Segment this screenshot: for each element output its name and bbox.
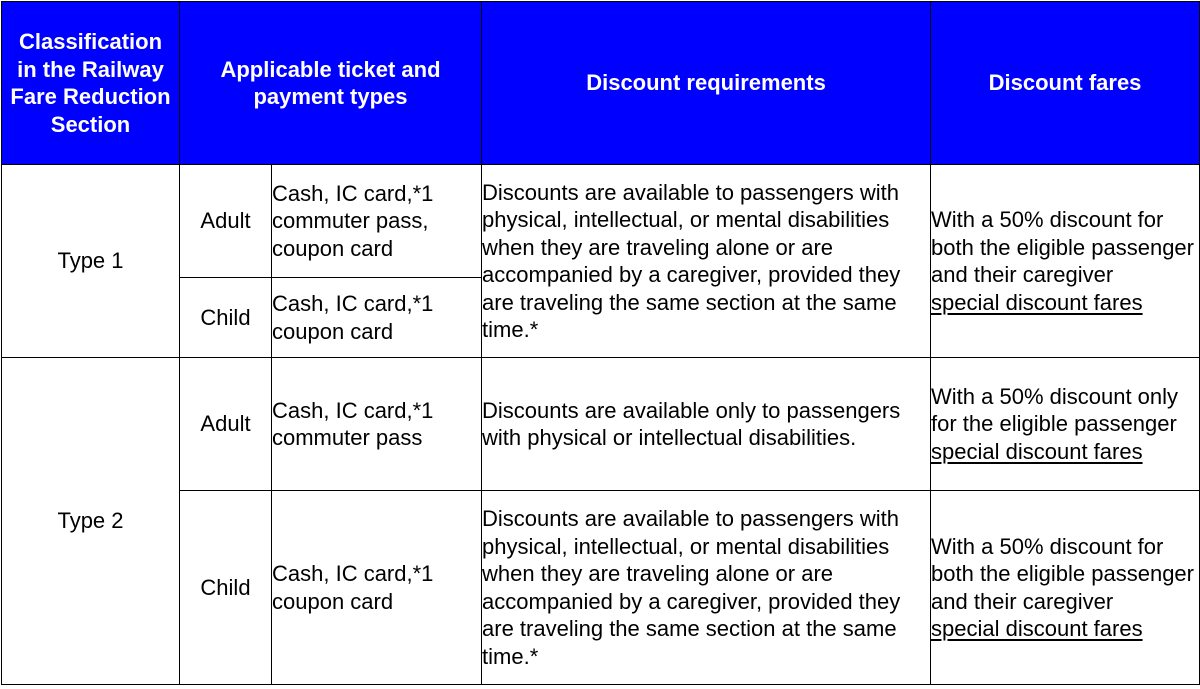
type2-child-fare-text: With a 50% discount for both the eligible passenger and their caregiver <box>931 533 1194 614</box>
type1-requirement: Discounts are available to passengers with physical, intellectual, or mental disabilities when they are traveling alone or are accompanied by a caregiver, provided they are traveling the same section at the same time.* <box>482 165 931 358</box>
type1-adult-label: Adult <box>180 165 272 278</box>
header-ticket-types: Applicable ticket and payment types <box>180 2 482 165</box>
type2-child-label: Child <box>180 491 272 685</box>
header-requirements: Discount requirements <box>482 2 931 165</box>
type2-child-requirement: Discounts are available to passengers with physical, intellectual, or mental disabilities when they are traveling alone or are accompanied by a caregiver, provided they are traveling the same section at the same time.* <box>482 491 931 685</box>
type2-adult-special-fares-link[interactable]: special discount fares <box>931 438 1143 464</box>
type1-child-payment: Cash, IC card,*1 coupon card <box>272 278 482 358</box>
type2-adult-label: Adult <box>180 358 272 491</box>
type1-adult-payment: Cash, IC card,*1 commuter pass, coupon card <box>272 165 482 278</box>
type2-child-fare <box>931 491 1200 685</box>
type1-fare-text: With a 50% discount for both the eligible passenger and their caregiver <box>931 207 1194 287</box>
type1-special-fares-link[interactable]: special discount fares <box>931 289 1143 315</box>
table-row <box>2 358 1200 491</box>
table-row <box>2 491 1200 685</box>
type2-child-special-fares-link[interactable]: special discount fares <box>931 616 1143 641</box>
type1-child-label: Child <box>180 278 272 358</box>
header-row <box>2 2 1200 165</box>
type2-child-payment: Cash, IC card,*1 coupon card <box>272 491 482 685</box>
table-row <box>2 165 1200 278</box>
type1-label: Type 1 <box>2 165 180 358</box>
type2-adult-payment: Cash, IC card,*1 commuter pass <box>272 358 482 491</box>
type2-adult-fare-text: With a 50% discount only for the eligible passenger <box>931 383 1179 437</box>
type2-label: Type 2 <box>2 358 180 685</box>
type1-fare <box>931 165 1200 358</box>
type2-adult-fare <box>931 358 1200 491</box>
fare-reduction-table <box>1 1 1200 685</box>
type2-adult-requirement: Discounts are available only to passengers with physical or intellectual disabilities. <box>482 358 931 491</box>
header-classification: Classification in the Railway Fare Reduction Section <box>2 2 180 165</box>
header-fares: Discount fares <box>931 2 1200 165</box>
